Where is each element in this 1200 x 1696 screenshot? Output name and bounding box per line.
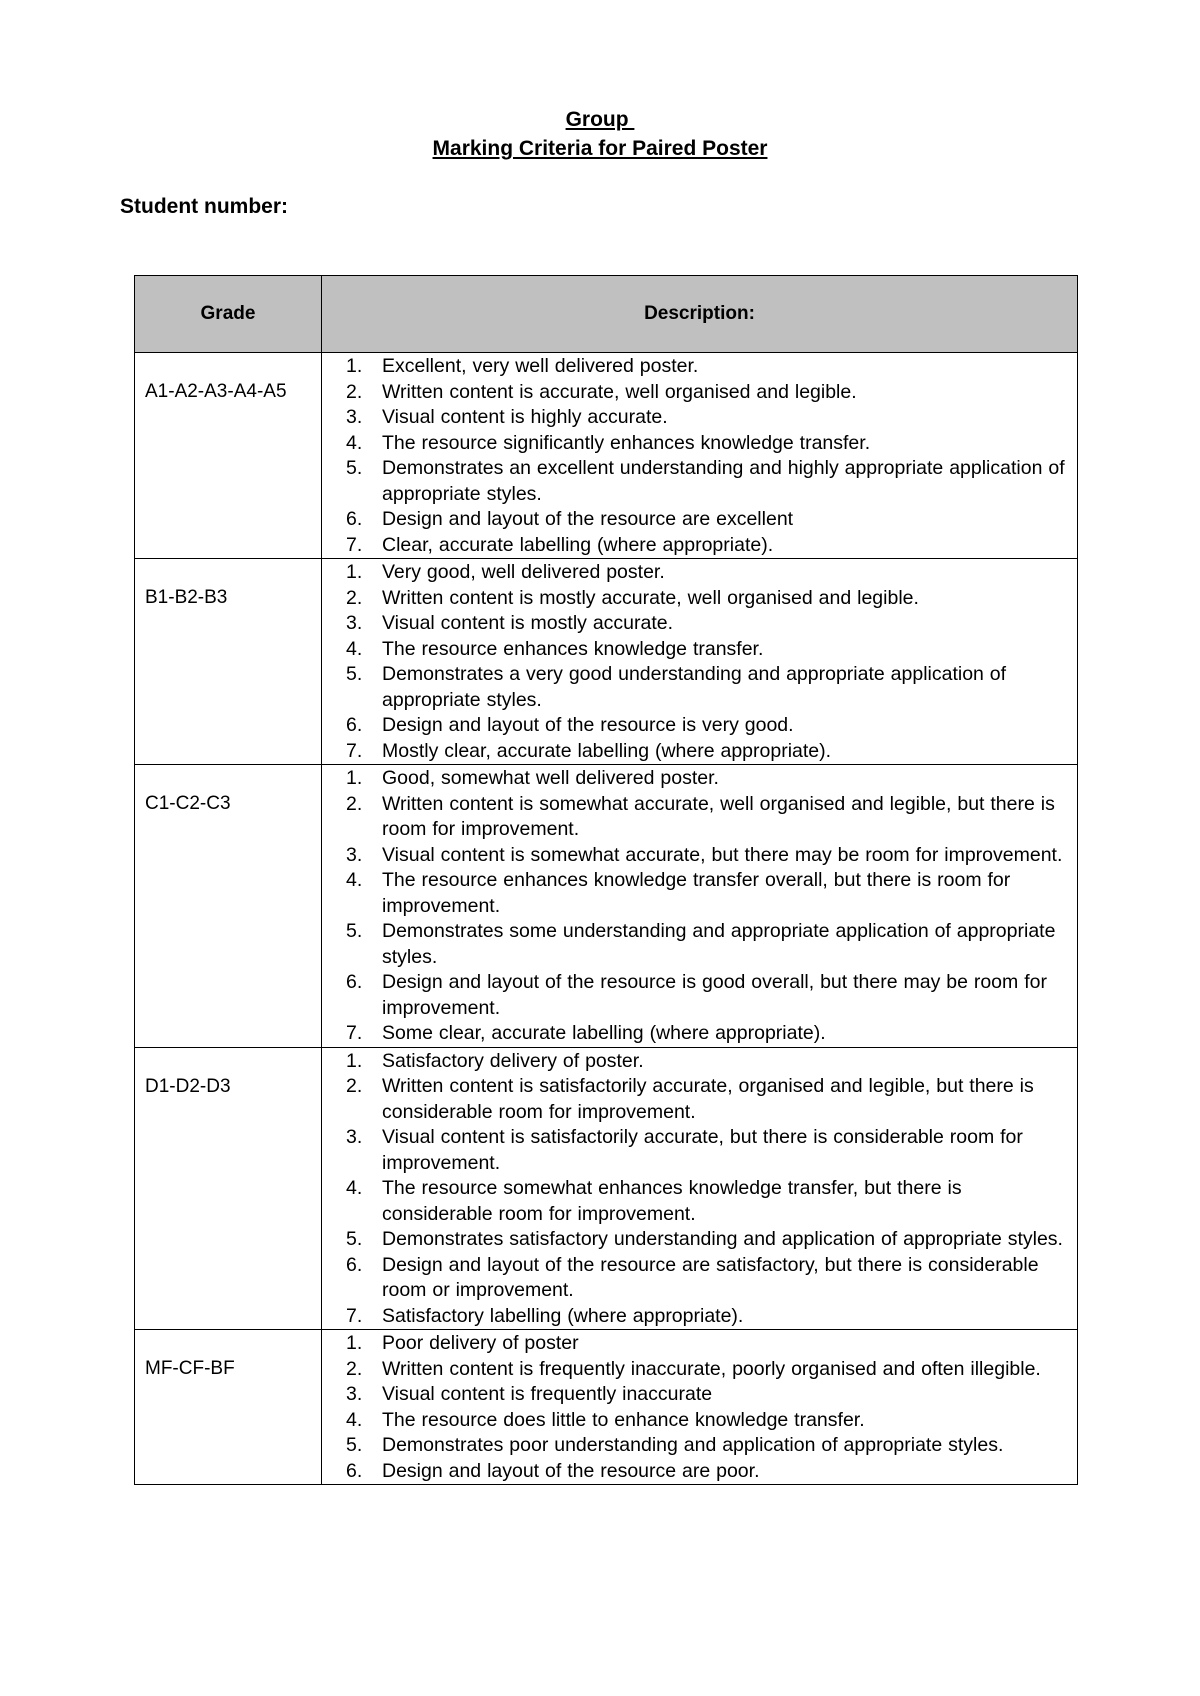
list-item: 7. Clear, accurate labelling (where appropriate). [346,533,774,556]
criterion-text: The resource does little to enhance knowledge transfer. [382,1408,865,1431]
criterion-text: Demonstrates some understanding and appropriate application of appropriate styles. [382,920,1056,968]
criterion-text: The resource enhances knowledge transfer overall, but there is room for improvement. [382,869,1011,917]
criterion-text: Visual content is mostly accurate. [382,612,674,634]
criteria-list [322,1331,1071,1484]
list-item: 4. The resource enhances knowledge transfer. [346,637,764,660]
list-item: 6. Design and layout of the resource are satisfactory, but there is considerable room or improvement. [346,1253,1039,1301]
list-item: 3. Visual content is satisfactorily accurate, but there is considerable room for improvement. [346,1126,1023,1174]
list-item: 3. Visual content is mostly accurate. [346,612,674,634]
grade-cell: MF-CF-BF [135,1330,322,1485]
criterion-text: Demonstrates poor understanding and application of appropriate styles. [382,1434,1004,1456]
list-item: 4. The resource somewhat enhances knowledge transfer, but there is considerable room for improvement. [346,1177,962,1225]
criterion-text: Written content is satisfactorily accurate, organised and legible, but there is considerable room for improvement. [382,1075,1034,1123]
criterion-text: Design and layout of the resource are excellent [382,508,794,530]
criterion-text: Demonstrates an excellent understanding and highly appropriate application of appropriate styles. [382,457,1065,505]
marking-criteria-table [134,275,1078,1485]
grade-column-header: Grade [135,276,322,353]
table-row [135,765,1078,1048]
criterion-text: The resource significantly enhances knowledge transfer. [382,431,871,454]
criterion-text: Design and layout of the resource is good overall, but there may be room for improvement. [382,971,1047,1019]
list-item: 7. Some clear, accurate labelling (where appropriate). [346,1022,826,1044]
table-row [135,353,1078,559]
list-item: 3. Visual content is somewhat accurate, but there may be room for improvement. [346,843,1063,866]
list-item: 5. Demonstrates an excellent understanding and highly appropriate application of appropriate styles. [346,457,1065,505]
description-column-header: Description: [322,276,1078,353]
list-item: 6. Design and layout of the resource is good overall, but there may be room for improvement. [346,971,1047,1019]
list-item: 7. Satisfactory labelling (where appropriate). [346,1304,744,1327]
criterion-text: Good, somewhat well delivered poster. [382,767,719,789]
criterion-text: Very good, well delivered poster. [382,561,665,583]
list-item: 4. The resource significantly enhances knowledge transfer. [346,431,871,454]
document-subtitle: Marking Criteria for Paired Poster [432,137,768,160]
criterion-text: Written content is accurate, well organised and legible. [382,380,857,403]
criterion-text: Satisfactory labelling (where appropriate). [382,1304,744,1327]
criterion-text: Satisfactory delivery of poster. [382,1049,644,1072]
grade-cell: D1-D2-D3 [135,1047,322,1330]
list-item: 6. Design and layout of the resource is very good. [346,714,794,736]
list-item: 6. Design and layout of the resource are excellent [346,508,794,530]
table-header-row [135,276,1078,353]
list-item: 2. Written content is somewhat accurate, well organised and legible, but there is room for improvement. [346,792,1055,840]
list-item: 7. Mostly clear, accurate labelling (where appropriate). [346,739,832,762]
criterion-text: Design and layout of the resource are poor. [382,1459,760,1482]
description-cell [322,1330,1078,1485]
list-item: 1. Poor delivery of poster [346,1332,579,1354]
criterion-text: The resource somewhat enhances knowledge transfer, but there is considerable room for improvement. [382,1177,962,1225]
criterion-text: Written content is frequently inaccurate, poorly organised and often illegible. [382,1357,1041,1380]
list-item: 2. Written content is mostly accurate, well organised and legible. [346,586,919,609]
list-item: 5. Demonstrates satisfactory understanding and application of appropriate styles. [346,1228,1063,1250]
criterion-text: Visual content is highly accurate. [382,406,668,428]
list-item: 5. Demonstrates poor understanding and application of appropriate styles. [346,1434,1004,1456]
criterion-text: Some clear, accurate labelling (where appropriate). [382,1022,826,1044]
criterion-text: Written content is somewhat accurate, well organised and legible, but there is room for improvement. [382,792,1055,840]
table-row [135,559,1078,765]
criterion-text: Mostly clear, accurate labelling (where appropriate). [382,739,832,762]
document-title: Group [565,108,635,131]
list-item: 1. Satisfactory delivery of poster. [346,1049,644,1072]
grade-cell: C1-C2-C3 [135,765,322,1048]
criterion-text: Poor delivery of poster [382,1332,579,1354]
list-item: 1. Good, somewhat well delivered poster. [346,767,719,789]
criterion-text: Visual content is satisfactorily accurate, but there is considerable room for improvement. [382,1126,1023,1174]
criteria-list [322,560,1071,764]
description-cell [322,559,1078,765]
criterion-text: Excellent, very well delivered poster. [382,355,699,377]
list-item: 4. The resource does little to enhance knowledge transfer. [346,1408,865,1431]
list-item: 6. Design and layout of the resource are poor. [346,1459,760,1482]
description-cell [322,353,1078,559]
criterion-text: Demonstrates a very good understanding and appropriate application of appropriate styles. [382,663,1007,711]
list-item: 5. Demonstrates a very good understanding and appropriate application of appropriate styles. [346,663,1007,711]
criterion-text: Demonstrates satisfactory understanding and application of appropriate styles. [382,1228,1063,1250]
criterion-text: Written content is mostly accurate, well organised and legible. [382,586,919,609]
table-row [135,1330,1078,1485]
criteria-list [322,766,1071,1047]
student-number-label: Student number: [120,195,288,218]
criteria-list [322,1049,1071,1330]
description-cell [322,1047,1078,1330]
criterion-text: Design and layout of the resource is very good. [382,714,794,736]
list-item: 5. Demonstrates some understanding and appropriate application of appropriate styles. [346,920,1056,968]
list-item: 1. Very good, well delivered poster. [346,561,665,583]
grade-cell: A1-A2-A3-A4-A5 [135,353,322,559]
list-item: 2. Written content is accurate, well organised and legible. [346,380,857,403]
list-item: 1. Excellent, very well delivered poster. [346,355,699,377]
list-item: 2. Written content is satisfactorily accurate, organised and legible, but there is considerable room for improvement. [346,1075,1034,1123]
table-row [135,1047,1078,1330]
criterion-text: The resource enhances knowledge transfer. [382,637,764,660]
list-item: 3. Visual content is frequently inaccurate [346,1383,713,1405]
description-cell [322,765,1078,1048]
grade-cell: B1-B2-B3 [135,559,322,765]
criterion-text: Design and layout of the resource are satisfactory, but there is considerable room or improvement. [382,1253,1039,1301]
list-item: 3. Visual content is highly accurate. [346,406,668,428]
criterion-text: Visual content is frequently inaccurate [382,1383,713,1405]
criterion-text: Visual content is somewhat accurate, but there may be room for improvement. [382,843,1063,866]
list-item: 4. The resource enhances knowledge transfer overall, but there is room for improvement. [346,869,1011,917]
criterion-text: Clear, accurate labelling (where appropriate). [382,533,774,556]
list-item: 2. Written content is frequently inaccurate, poorly organised and often illegible. [346,1357,1041,1380]
criteria-list [322,354,1071,558]
